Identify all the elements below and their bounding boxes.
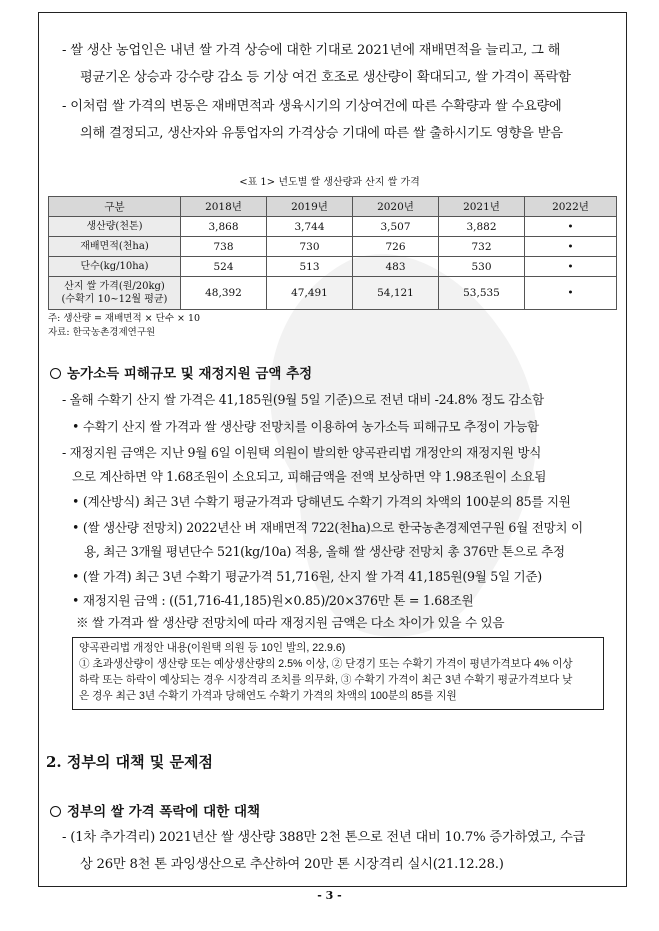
table-caption: <표 1> 년도별 쌀 생산량과 산지 쌀 가격 xyxy=(239,177,420,188)
table-cell: 48,392 xyxy=(181,277,267,310)
section2-heading-text: 정부의 쌀 가격 폭락에 대한 대책 xyxy=(67,804,261,820)
table-cell: 3,868 xyxy=(181,217,267,237)
table-cell: 726 xyxy=(353,237,439,257)
table-cell: 483 xyxy=(353,257,439,277)
table-cell: • xyxy=(525,237,617,257)
table-cell: • xyxy=(525,257,617,277)
intro-bullet-2-line1: - 이처럼 쌀 가격의 변동은 재배면적과 생육시기의 기상여건에 따른 수확량과 쌀 수요량에 xyxy=(62,99,562,114)
row-label-line2: (수확기 10~12월 평균) xyxy=(61,294,168,305)
circle-bullet-icon xyxy=(50,368,61,379)
box-line1: 양곡관리법 개정안 내용(이원택 의원 등 10인 발의, 22.9.6) xyxy=(79,642,346,654)
table-cell: 3,507 xyxy=(353,217,439,237)
section2-bullet1-line1: - (1차 추가격리) 2021년산 쌀 생산량 388만 2천 톤으로 전년 대비 10.7% 증가하였고, 수급 xyxy=(62,830,586,845)
table-cell: 730 xyxy=(267,237,353,257)
header-cell: 2022년 xyxy=(525,197,617,217)
section1-bullet1-sub: • 수확기 산지 쌀 가격과 쌀 생산량 전망치를 이용하여 농가소득 피해규모 추정이 가능함 xyxy=(72,419,539,434)
section1-bullet2-line2: 으로 계산하면 약 1.68조원이 소요되고, 피해금액을 전액 보상하면 약 1.98조원이 소요됨 xyxy=(72,469,547,484)
table-cell: 530 xyxy=(439,257,525,277)
table-row xyxy=(49,217,617,237)
section1-bullet2-line1: - 재정지원 금액은 지난 9월 6일 이원택 의원이 발의한 양곡관리법 개정안의 재정지원 방식 xyxy=(62,445,542,460)
intro-bullet-1-line1: - 쌀 생산 농업인은 내년 쌀 가격 상승에 대한 기대로 2021년에 재배면적을 늘리고, 그 해 xyxy=(62,43,561,58)
header-cell: 구분 xyxy=(49,197,181,217)
circle-bullet-icon xyxy=(50,806,61,817)
section2-bullet1-line2: 상 26만 8천 톤 과잉생산으로 추산하여 20만 톤 시장격리 실시(21.12.28.) xyxy=(80,857,504,872)
section2-heading xyxy=(50,800,260,820)
section1-heading xyxy=(50,362,312,382)
table-row xyxy=(49,237,617,257)
bill-summary-box xyxy=(72,637,604,710)
section1-sub1: • (계산방식) 최근 3년 수확기 평균가격과 당해년도 수확기 가격의 차액의 100분의 85를 지원 xyxy=(72,494,571,509)
table-cell: 732 xyxy=(439,237,525,257)
header-cell: 2021년 xyxy=(439,197,525,217)
table-cell: 738 xyxy=(181,237,267,257)
header-cell: 2019년 xyxy=(267,197,353,217)
table-cell: 3,744 xyxy=(267,217,353,237)
section1-note: ※ 쌀 가격과 쌀 생산량 전망치에 따라 재정지원 금액은 다소 차이가 있을 수 있음 xyxy=(76,615,505,630)
section1-sub4: • 재정지원 금액 : ((51,716-41,185)원×0.85)/20×376만 톤 = 1.68조원 xyxy=(72,593,474,608)
section1-sub2-line1: • (쌀 생산량 전망치) 2022년산 벼 재배면적 722(천ha)으로 한국농촌경제연구원 6월 전망치 이 xyxy=(72,520,583,535)
row-label-line1: 산지 쌀 가격(원/20kg) xyxy=(64,281,165,292)
section1-bullet1: - 올해 수확기 산지 쌀 가격은 41,185원(9월 5일 기준)으로 전년 대비 -24.8% 정도 감소함 xyxy=(62,392,544,407)
table-cell: 524 xyxy=(181,257,267,277)
row-label: 생산량(천톤) xyxy=(49,217,181,237)
table-row xyxy=(49,277,617,310)
page-number: - 3 - xyxy=(317,889,342,902)
table-source: 자료: 한국농촌경제연구원 xyxy=(48,327,156,338)
header-cell: 2020년 xyxy=(353,197,439,217)
row-label: 재배면적(천ha) xyxy=(49,237,181,257)
row-label: 단수(kg/10ha) xyxy=(49,257,181,277)
section1-sub2-line2: 용, 최근 3개월 평년단수 521(kg/10a) 적용, 올해 쌀 생산량 전망치 총 376만 톤으로 추정 xyxy=(84,544,565,559)
table-cell: • xyxy=(525,217,617,237)
table-note: 주: 생산량 = 재배면적 × 단수 × 10 xyxy=(48,313,201,324)
table-cell: 54,121 xyxy=(353,277,439,310)
header-cell: 2018년 xyxy=(181,197,267,217)
table-cell: 47,491 xyxy=(267,277,353,310)
section2-title: 2. 정부의 대책 및 문제점 xyxy=(46,753,213,771)
row-label xyxy=(49,277,181,310)
intro-bullet-1-line2: 평균기온 상승과 강수량 감소 등 기상 여건 호조로 생산량이 확대되고, 쌀 가격이 폭락함 xyxy=(80,70,571,85)
box-line2: ① 초과생산량이 생산량 또는 예상생산량의 2.5% 이상, ② 단경기 또는 수확기 가격이 평년가격보다 4% 이상 xyxy=(79,658,573,670)
box-line4: 은 경우 최근 3년 수확기 가격과 당해연도 수확기 가격의 차액의 100분의 85를 지원 xyxy=(79,690,457,702)
table-cell: • xyxy=(525,277,617,310)
table-cell: 513 xyxy=(267,257,353,277)
table-cell: 53,535 xyxy=(439,277,525,310)
section1-heading-text: 농가소득 피해규모 및 재정지원 금액 추정 xyxy=(67,366,313,382)
intro-bullet-2-line2: 의해 결정되고, 생산자와 유통업자의 가격상승 기대에 따른 쌀 출하시기도 영향을 받음 xyxy=(80,126,563,141)
rice-stats-table xyxy=(48,196,617,310)
box-line3: 하락 또는 하락이 예상되는 경우 시장격리 조치를 의무화, ③ 수확기 가격이 최근 3년 수확기 평균가격보다 낮 xyxy=(79,674,573,686)
table-cell: 3,882 xyxy=(439,217,525,237)
table-row xyxy=(49,257,617,277)
section1-sub3: • (쌀 가격) 최근 3년 수확기 평균가격 51,716원, 산지 쌀 가격 41,185원(9월 5일 기준) xyxy=(72,569,542,584)
table-header-row xyxy=(49,197,617,217)
